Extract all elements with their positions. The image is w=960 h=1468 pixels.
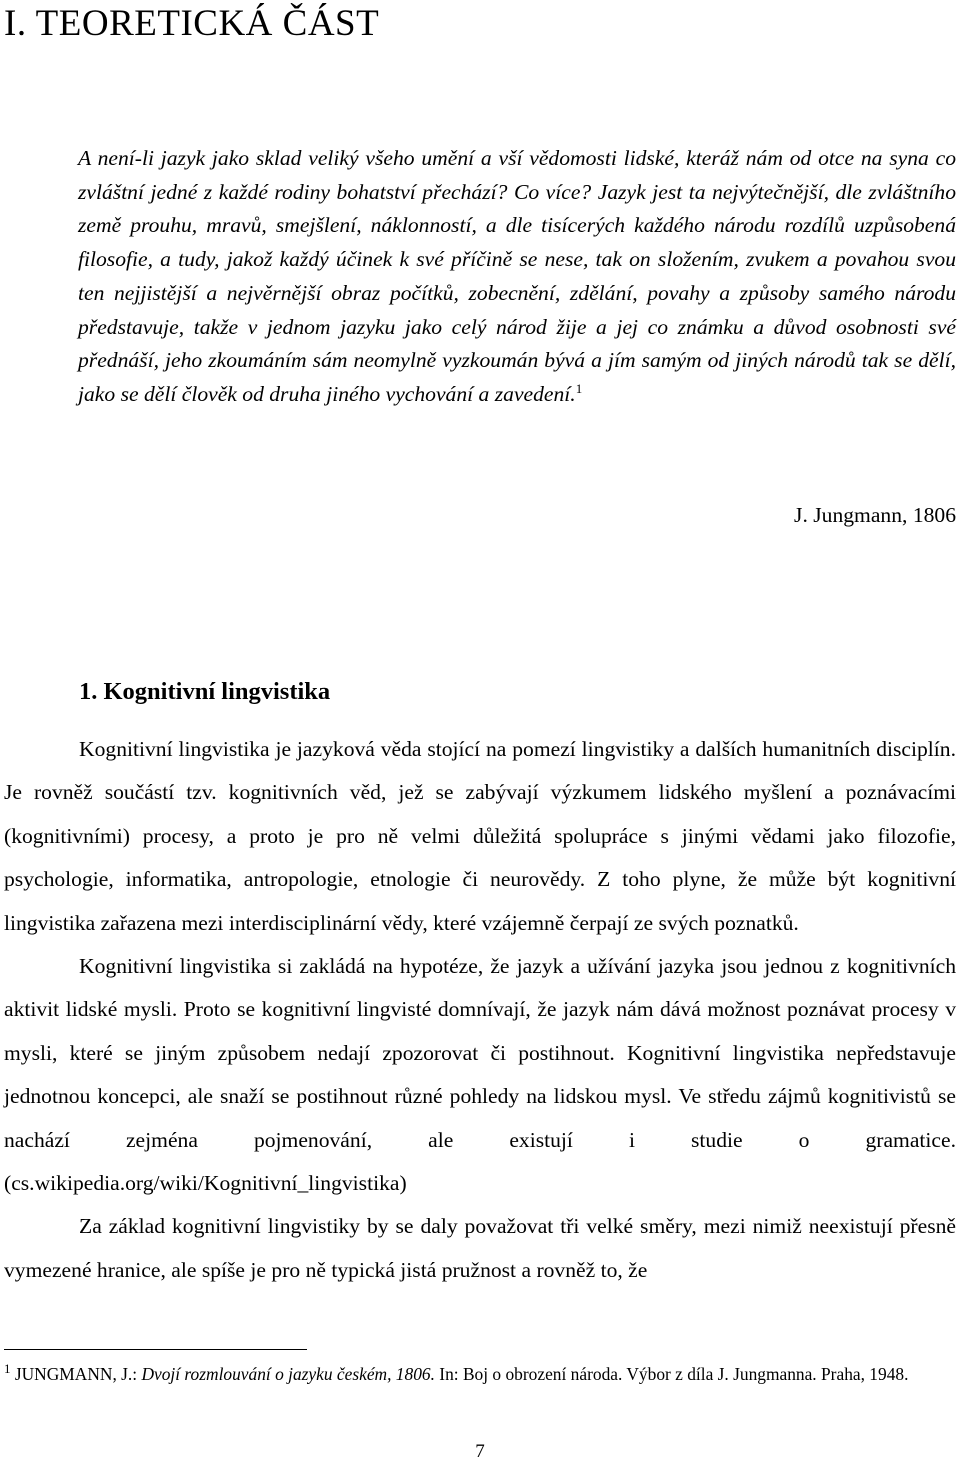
motto-author: J. Jungmann, 1806	[794, 503, 956, 527]
footnote-work-title: Dvojí rozmlouvání o jazyku českém, 1806.	[141, 1364, 435, 1384]
footnote-author: JUNGMANN, J.:	[14, 1364, 138, 1384]
paragraph: Kognitivní lingvistika je jazyková věda stojící na pomezí lingvistiky a dalších humanitních disciplín. Je rovněž součástí tzv. kognitivních věd, jež se zabývají výzkumem lidského myšlení a poznávacími (kognitivními) procesy, a proto je pro ně velmi důležitá spolupráce s jinými vědami jako filozofie, psychologie, informatika, antropologie, etnologie či neurovědy. Z toho plyne, že může být kognitivní lingvistika zařazena mezi interdisciplinární vědy, které vzájemně čerpají ze svých poznatků.	[4, 737, 956, 935]
footnote-number: 1	[4, 1361, 11, 1377]
footnote-source: In: Boj o obrození národa. Výbor z díla J. Jungmanna. Praha, 1948.	[439, 1364, 909, 1384]
motto-text: A není-li jazyk jako sklad veliký všeho umění a vší vědomosti lidské, kteráž nám od otce na syna co zvláštní jedné z každé rodiny bohatství přechází? Co více? Jazyk jest ta nejvýtečnější, dle zvláštního země prouhu, mravů, smejšlení, náklonností, a dle tisícerých každého národu rozdílů uzpůsobená filosofie, a tudy, jakož každý účinek k své příčině se nese, tak on složením, zvukem a povahou svou ten nejjistější a nejvěrnější obraz počítků, zobecnění, zdělání, povahy a způsoby samého národu představuje, takže v jednom jazyku jako celý národ žije a jej co známku a důvod osobnosti své přednáší, jeho zkoumáním sám neomylně vyzkoumán bývá a jím samým od jiných národů tak se dělí, jako se dělí člověk od druha jiného vychování a zavedení.	[78, 146, 956, 406]
motto-quote	[78, 142, 956, 412]
chapter-title: I. TEORETICKÁ ČÁST	[4, 3, 380, 44]
footnote-reference[interactable]: 1	[575, 380, 583, 396]
page-number: 7	[475, 1441, 485, 1462]
footnote-separator	[4, 1349, 307, 1350]
paragraph: Za základ kognitivní lingvistiky by se daly považovat tři velké směry, mezi nimiž neexistují přesně vymezené hranice, ale spíše je pro ně typická jistá pružnost a rovněž to, že	[4, 1214, 956, 1282]
footnote	[4, 1361, 924, 1388]
paragraph: Kognitivní lingvistika si zakládá na hypotéze, že jazyk a užívání jazyka jsou jednou z kognitivních aktivit lidské mysli. Proto se kognitivní lingvisté domnívají, že jazyk nám dává možnost poznávat procesy v mysli, které se jiným způsobem nedají zpozorovat či postihnout. Kognitivní lingvistika nepředstavuje jednotnou koncepci, ale snaží se postihnout různé pohledy na lidskou mysl. Ve středu zájmů kognitivistů se nachází zejména pojmenování, ale existují i studie o gramatice. (cs.wikipedia.org/wiki/Kognitivní_lingvistika)	[4, 954, 956, 1196]
section-body	[4, 728, 956, 1292]
section-title: 1. Kognitivní lingvistika	[79, 678, 331, 705]
